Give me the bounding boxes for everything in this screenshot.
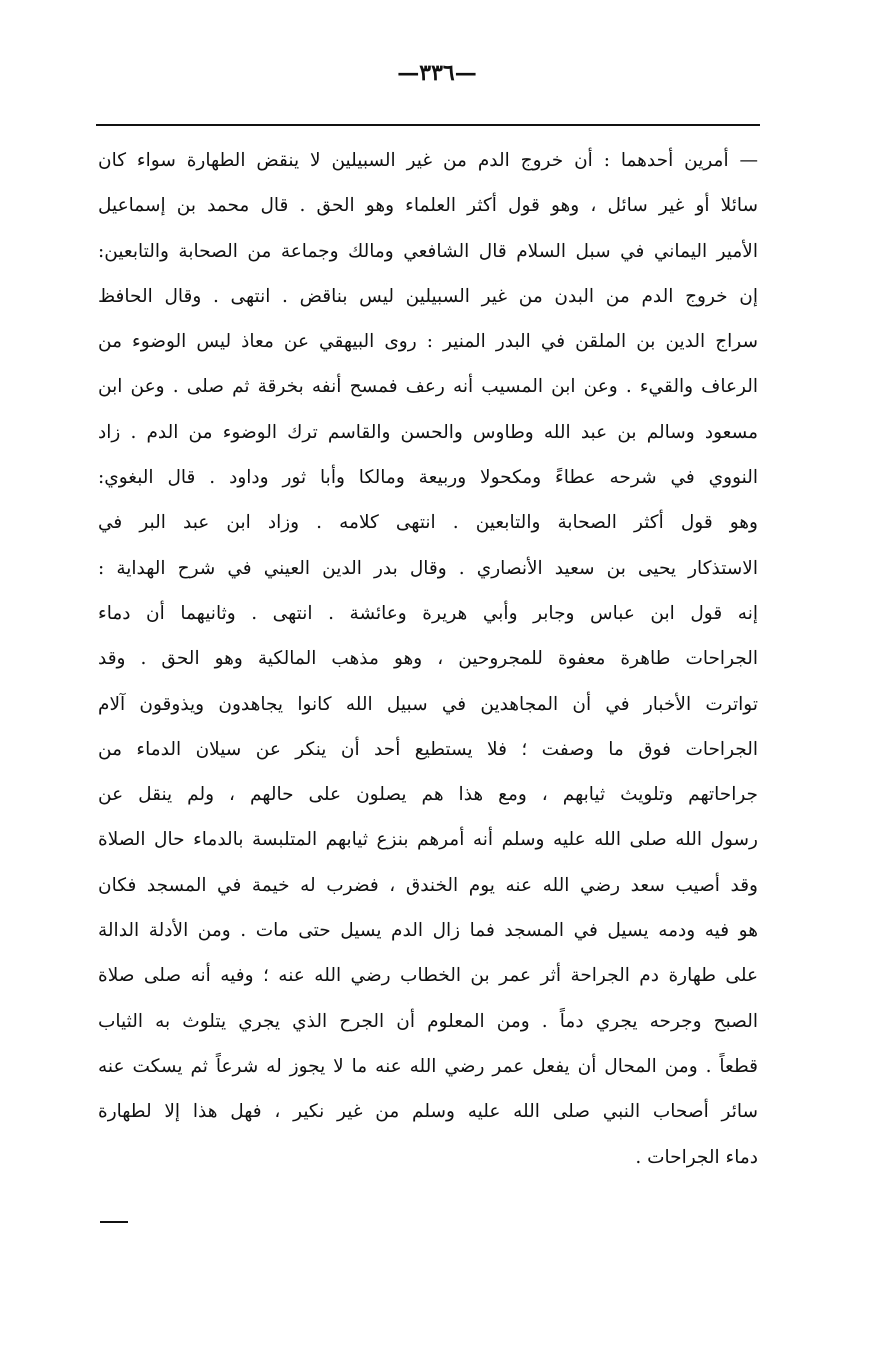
text-line: تواترت الأخبار في أن المجاهدين في سبيل الله كانوا يجاهدون ويذوقون آلام xyxy=(98,693,758,715)
text-line: إنه قول ابن عباس وجابر وأبي هريرة وعائشة . انتهى . وثانيهما أن دماء xyxy=(98,602,758,624)
text-line: مسعود وسالم بن عبد الله وطاوس والحسن والقاسم ترك الوضوء من الدم . زاد xyxy=(98,421,758,443)
text-line: وهو قول أكثر الصحابة والتابعين . انتهى كلامه . وزاد ابن عبد البر في xyxy=(98,512,758,534)
text-line: قطعاً . ومن المحال أن يفعل عمر رضي الله عنه ما لا يجوز له شرعاً ثم يسكت عنه xyxy=(98,1055,758,1077)
body-text xyxy=(98,138,758,1180)
text-line: — أمرين أحدهما : أن خروج الدم من غير السبيلين لا ينقض الطهارة سواء كان xyxy=(98,150,758,171)
header-rule xyxy=(96,124,760,126)
text-line: الجراحات طاهرة معفوة للمجروحين ، وهو مذهب المالكية وهو الحق . وقد xyxy=(98,648,758,670)
text-line-last: دماء الجراحات . xyxy=(635,1146,758,1168)
text-line: جراحاتهم وتلويث ثيابهم ، ومع هذا هم يصلون على حالهم ، ولم ينقل عن xyxy=(98,784,758,806)
text-line: رسول الله صلى الله عليه وسلم أنه أمرهم بنزع ثيابهم المتلبسة بالدماء حال الصلاة xyxy=(98,829,758,851)
text-line: إن خروج الدم من البدن من غير السبيلين ليس بناقض . انتهى . وقال الحافظ xyxy=(98,285,758,307)
text-line: وقد أصيب سعد رضي الله عنه يوم الخندق ، فضرب له خيمة في المسجد فكان xyxy=(98,874,758,896)
text-line: النووي في شرحه عطاءً ومكحولا وربيعة ومالكا وأبا ثور وداود . قال البغوي: xyxy=(98,467,758,489)
text-line: سراج الدين بن الملقن في البدر المنير : روى البيهقي عن معاذ ليس الوضوء من xyxy=(98,331,758,353)
end-dash xyxy=(100,1221,128,1223)
text-line: الاستذكار يحيى بن سعيد الأنصاري . وقال بدر الدين العيني في شرح الهداية : xyxy=(98,557,758,579)
page-number: —٣٣٦— xyxy=(397,60,477,86)
text-line: الأمير اليماني في سبل السلام قال الشافعي ومالك وجماعة من الصحابة والتابعين: xyxy=(98,240,758,262)
text-line: الصبح وجرحه يجري دماً . ومن المعلوم أن الجرح الذي يجري يتلوث به الثياب xyxy=(98,1010,758,1032)
text-line: هو فيه ودمه يسيل في المسجد فما زال الدم يسيل حتى مات . ومن الأدلة الدالة xyxy=(98,920,758,942)
text-line: على طهارة دم الجراحة أثر عمر بن الخطاب رضي الله عنه ؛ وفيه أنه صلى صلاة xyxy=(98,965,758,987)
text-line: الجراحات فوق ما وصفت ؛ فلا يستطيع أحد أن ينكر عن سيلان الدماء من xyxy=(98,738,758,760)
text-line: سائر أصحاب النبي صلى الله عليه وسلم من غير نكير ، فهل هذا إلا لطهارة xyxy=(98,1101,758,1123)
text-line: سائلا أو غير سائل ، وهو قول أكثر العلماء وهو الحق . قال محمد بن إسماعيل xyxy=(98,195,758,217)
text-line: الرعاف والقيء . وعن ابن المسيب أنه رعف فمسح أنفه بخرقة ثم صلى . وعن ابن xyxy=(98,376,758,398)
